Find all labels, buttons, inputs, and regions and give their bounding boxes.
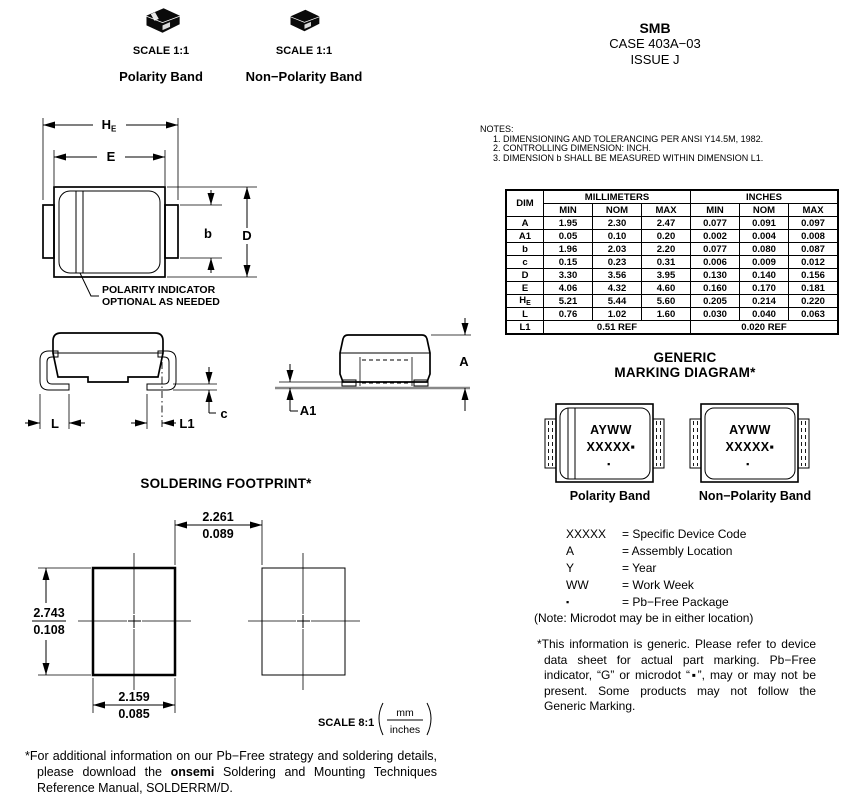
- table-header-row: [506, 190, 838, 204]
- col-header: MIN: [691, 204, 740, 217]
- col-header: NOM: [593, 204, 642, 217]
- value-cell: 0.15: [544, 256, 593, 269]
- microdot: ▪: [607, 459, 611, 469]
- body-outline: [340, 335, 430, 386]
- issue-revision: ISSUE J: [630, 52, 680, 67]
- dim-label-A1: A1: [299, 403, 317, 418]
- non-polarity-band-label: Non−Polarity Band: [245, 69, 363, 84]
- value-cell: 0.009: [740, 256, 789, 269]
- dim-cell: D: [506, 269, 544, 282]
- value-cell: 0.030: [691, 308, 740, 321]
- soldering-footprint-title: SOLDERING FOOTPRINT*: [140, 476, 312, 491]
- case-number: CASE 403A−03: [609, 36, 701, 51]
- note-item: 1. DIMENSIONING AND TOLERANCING PER ANSI Y14.5M, 1982.: [493, 133, 764, 144]
- dim-label-b: b: [204, 226, 212, 241]
- marking-title-line2: MARKING DIAGRAM*: [614, 365, 756, 380]
- legend-def: = Pb−Free Package: [622, 595, 729, 609]
- marking-polarity-label: Polarity Band: [569, 489, 651, 503]
- microdot-location-note: (Note: Microdot may be in either location): [534, 611, 754, 625]
- value-cell: 0.10: [593, 230, 642, 243]
- package-top-view-drawing: [25, 112, 297, 312]
- col-header: MAX: [789, 204, 839, 217]
- value-cell: 3.95: [642, 269, 691, 282]
- marking-legend: [566, 526, 746, 611]
- value-cell: 0.012: [789, 256, 839, 269]
- table-row: [506, 256, 838, 269]
- value-cell: 4.60: [642, 282, 691, 295]
- body-outline: [43, 187, 178, 277]
- table-row: [506, 295, 838, 308]
- value-cell: 0.156: [789, 269, 839, 282]
- height-dim-in: 0.108: [33, 623, 65, 637]
- value-cell: 2.03: [593, 243, 642, 256]
- value-cell: 1.95: [544, 217, 593, 230]
- legend-def: = Year: [622, 561, 657, 575]
- dimension-lines: [32, 520, 262, 713]
- value-cell: 0.220: [789, 295, 839, 308]
- value-cell: 0.008: [789, 230, 839, 243]
- table-row: [506, 269, 838, 282]
- value-cell: 5.44: [593, 295, 642, 308]
- value-cell: 1.02: [593, 308, 642, 321]
- marking-code-line1: AYWW: [729, 423, 771, 437]
- page-title: SMB: [639, 20, 671, 36]
- dimension-table: [505, 189, 839, 335]
- dim-label-D: D: [242, 228, 252, 243]
- value-cell: 0.006: [691, 256, 740, 269]
- value-cell: 0.040: [740, 308, 789, 321]
- marking-title-line1: GENERIC: [653, 350, 717, 365]
- marking-diagram-title: [585, 350, 785, 380]
- dim-label-L: L: [51, 416, 59, 431]
- table-ref-row: [506, 321, 838, 335]
- value-cell: 1.96: [544, 243, 593, 256]
- value-cell: 0.087: [789, 243, 839, 256]
- marking-diagram-drawing: [535, 393, 820, 485]
- value-cell: 0.140: [740, 269, 789, 282]
- col-header: MIN: [544, 204, 593, 217]
- ref-cell-in: 0.020 REF: [691, 321, 839, 335]
- legend-term: Y: [566, 561, 575, 575]
- centerlines: [78, 553, 360, 690]
- dim-cell: L: [506, 308, 544, 321]
- dim-cell: E: [506, 282, 544, 295]
- value-cell: 0.205: [691, 295, 740, 308]
- value-cell: 4.06: [544, 282, 593, 295]
- value-cell: 0.080: [740, 243, 789, 256]
- package-3d-icon-nonpolarity: [284, 6, 324, 35]
- package-side-view-drawing: [25, 322, 255, 445]
- value-cell: 0.214: [740, 295, 789, 308]
- notes-heading: NOTES:: [480, 124, 514, 134]
- dimension-lines: [43, 118, 257, 296]
- value-cell: 2.47: [642, 217, 691, 230]
- value-cell: 0.063: [789, 308, 839, 321]
- legend-row: [566, 560, 746, 577]
- legend-row: [566, 526, 746, 543]
- polarity-band-label: Polarity Band: [119, 69, 203, 84]
- notes-block: [480, 125, 840, 163]
- dimension-lines: [279, 318, 471, 411]
- dim-cell: c: [506, 256, 544, 269]
- value-cell: 0.091: [740, 217, 789, 230]
- in-group-header: INCHES: [691, 190, 839, 204]
- value-cell: 4.32: [593, 282, 642, 295]
- legend-row: [566, 594, 746, 611]
- marking-code-line2: XXXXX▪: [586, 440, 636, 454]
- value-cell: 3.56: [593, 269, 642, 282]
- value-cell: 0.130: [691, 269, 740, 282]
- footer-text-pre: *For additional information on our Pb−Free strategy and soldering details, please download the: [25, 749, 437, 779]
- scale-label-left: SCALE 1:1: [132, 45, 190, 57]
- legend-def: = Specific Device Code: [622, 527, 747, 541]
- value-cell: 0.077: [691, 217, 740, 230]
- legend-row: [566, 543, 746, 560]
- value-cell: 5.60: [642, 295, 691, 308]
- table-row: [506, 308, 838, 321]
- dim-cell: b: [506, 243, 544, 256]
- unit-inches: inches: [389, 724, 421, 736]
- height-dim-mm: 2.743: [33, 606, 65, 620]
- value-cell: 0.05: [544, 230, 593, 243]
- value-cell: 0.20: [642, 230, 691, 243]
- soldering-footprint-drawing: [30, 495, 450, 745]
- table-row: [506, 230, 838, 243]
- legend-term: XXXXX: [566, 527, 607, 541]
- polarity-indicator-note-line2: OPTIONAL AS NEEDED: [102, 296, 220, 308]
- legend-term-microdot: ▪: [566, 597, 570, 607]
- value-cell: 1.60: [642, 308, 691, 321]
- gap-dim-in: 0.089: [202, 527, 234, 541]
- non-polarity-band-package: [690, 404, 809, 482]
- title-block: [560, 20, 750, 68]
- value-cell: 0.097: [789, 217, 839, 230]
- footer-text-post: Soldering and Mounting Techniques Reference Manual, SOLDERRM/D.: [37, 765, 437, 795]
- scale-note: SCALE 8:1: [318, 717, 375, 729]
- width-dim-mm: 2.159: [118, 690, 150, 704]
- unit-mm: mm: [396, 707, 414, 719]
- value-cell: 0.76: [544, 308, 593, 321]
- value-cell: 3.30: [544, 269, 593, 282]
- table-row: [506, 217, 838, 230]
- legend-def: = Assembly Location: [622, 544, 733, 558]
- value-cell: 0.077: [691, 243, 740, 256]
- dim-cell: $H_E$: [506, 295, 544, 308]
- value-cell: 5.21: [544, 295, 593, 308]
- table-subheader-row: [506, 204, 838, 217]
- note-item: 3. DIMENSION b SHALL BE MEASURED WITHIN DIMENSION L1.: [493, 152, 764, 163]
- polarity-indicator-note-line1: POLARITY INDICATOR: [102, 284, 216, 296]
- legend-def: = Work Week: [622, 578, 694, 592]
- gap-dim-mm: 2.261: [202, 510, 234, 524]
- value-cell: 2.30: [593, 217, 642, 230]
- scale-label-right: SCALE 1:1: [275, 45, 333, 57]
- dim-cell: A: [506, 217, 544, 230]
- value-cell: 0.23: [593, 256, 642, 269]
- mm-group-header: MILLIMETERS: [544, 190, 691, 204]
- value-cell: 0.004: [740, 230, 789, 243]
- microdot: ▪: [746, 459, 750, 469]
- marking-footnote: *This information is generic. Please refer to device data sheet for actual part marking. Pb−Free indicator, “G” or microdot “▪”, may or may not be present. Some products may not follow the Generic Marking.: [537, 637, 816, 714]
- package-end-view-drawing: [265, 318, 480, 433]
- value-cell: 0.170: [740, 282, 789, 295]
- dim-label-L1: L1: [179, 416, 195, 431]
- width-dim-in: 0.085: [118, 707, 150, 721]
- dim-label-c: c: [220, 406, 228, 421]
- legend-term: A: [566, 544, 575, 558]
- legend-term: WW: [566, 578, 589, 592]
- dim-cell: A1: [506, 230, 544, 243]
- col-header: NOM: [740, 204, 789, 217]
- marking-code-line1: AYWW: [590, 423, 632, 437]
- table-row: [506, 282, 838, 295]
- body-outline: [40, 333, 176, 390]
- polarity-band-package: [545, 404, 664, 482]
- package-3d-icon-polarity: [139, 4, 185, 37]
- table-row: [506, 243, 838, 256]
- col-header: MAX: [642, 204, 691, 217]
- dim-cell: L1: [506, 321, 544, 335]
- marking-non-polarity-label: Non−Polarity Band: [698, 489, 812, 503]
- marking-code-line2: XXXXX▪: [725, 440, 775, 454]
- value-cell: 2.20: [642, 243, 691, 256]
- dim-header: DIM: [506, 190, 544, 217]
- note-item: 2. CONTROLLING DIMENSION: INCH.: [493, 143, 652, 154]
- units-fraction: [379, 703, 431, 736]
- value-cell: 0.181: [789, 282, 839, 295]
- dim-label-E: E: [106, 149, 116, 164]
- value-cell: 0.31: [642, 256, 691, 269]
- legend-row: [566, 577, 746, 594]
- dim-label-HE: HE: [101, 117, 117, 134]
- brand-name: onsemi: [170, 765, 215, 779]
- value-cell: 0.002: [691, 230, 740, 243]
- value-cell: 0.160: [691, 282, 740, 295]
- pbfree-footer-note: [25, 748, 437, 796]
- dim-label-A: A: [459, 354, 469, 369]
- ref-cell-mm: 0.51 REF: [544, 321, 691, 335]
